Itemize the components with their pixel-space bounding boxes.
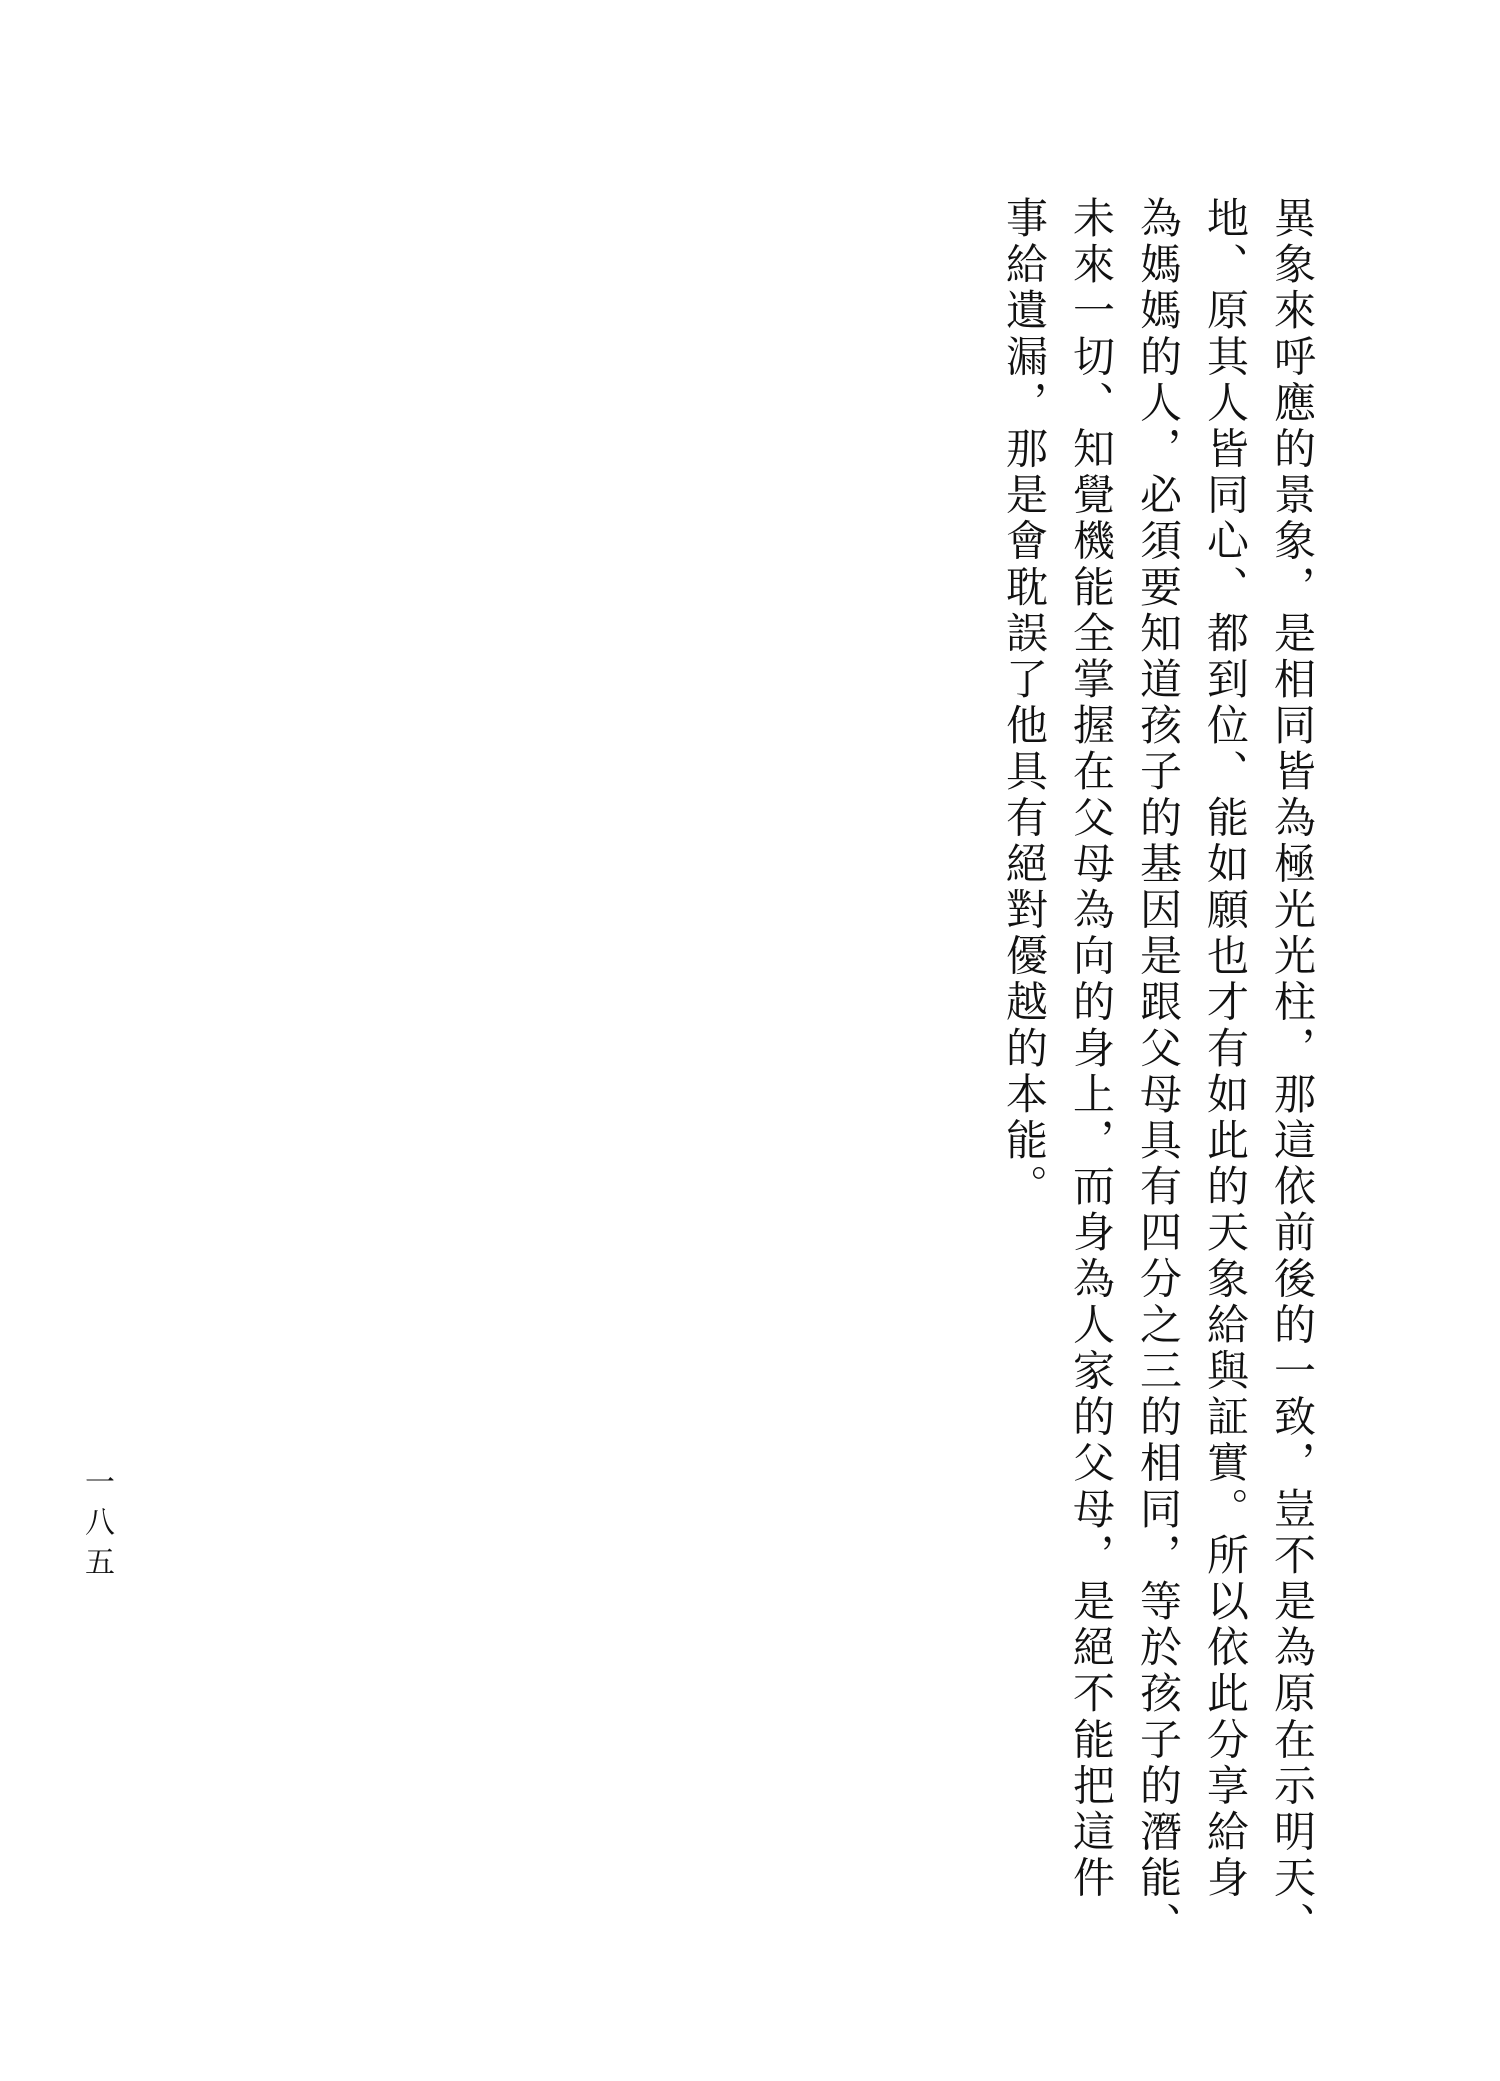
- text-column-1: 異象來呼應的景象，是相同皆為極光光柱，那這依前後的一致，豈不是為原在示明天、: [1268, 196, 1317, 1948]
- text-column-4: 未來一切、知覺機能全掌握在父母為向的身上，而身為人家的父母，是絕不能把這件: [1067, 196, 1116, 1902]
- text-column-2: 地、原其人皆同心、都到位、能如願也才有如此的天象給與証實。所以依此分享給身: [1201, 196, 1250, 1902]
- page-number: 一八五: [79, 1466, 114, 1586]
- text-column-3: 為媽媽的人，必須要知道孩子的基因是跟父母具有四分之三的相同，等於孩子的潛能、: [1134, 196, 1183, 1948]
- text-column-5: 事給遺漏，那是會耽誤了他具有絕對優越的本能。: [1000, 196, 1049, 1211]
